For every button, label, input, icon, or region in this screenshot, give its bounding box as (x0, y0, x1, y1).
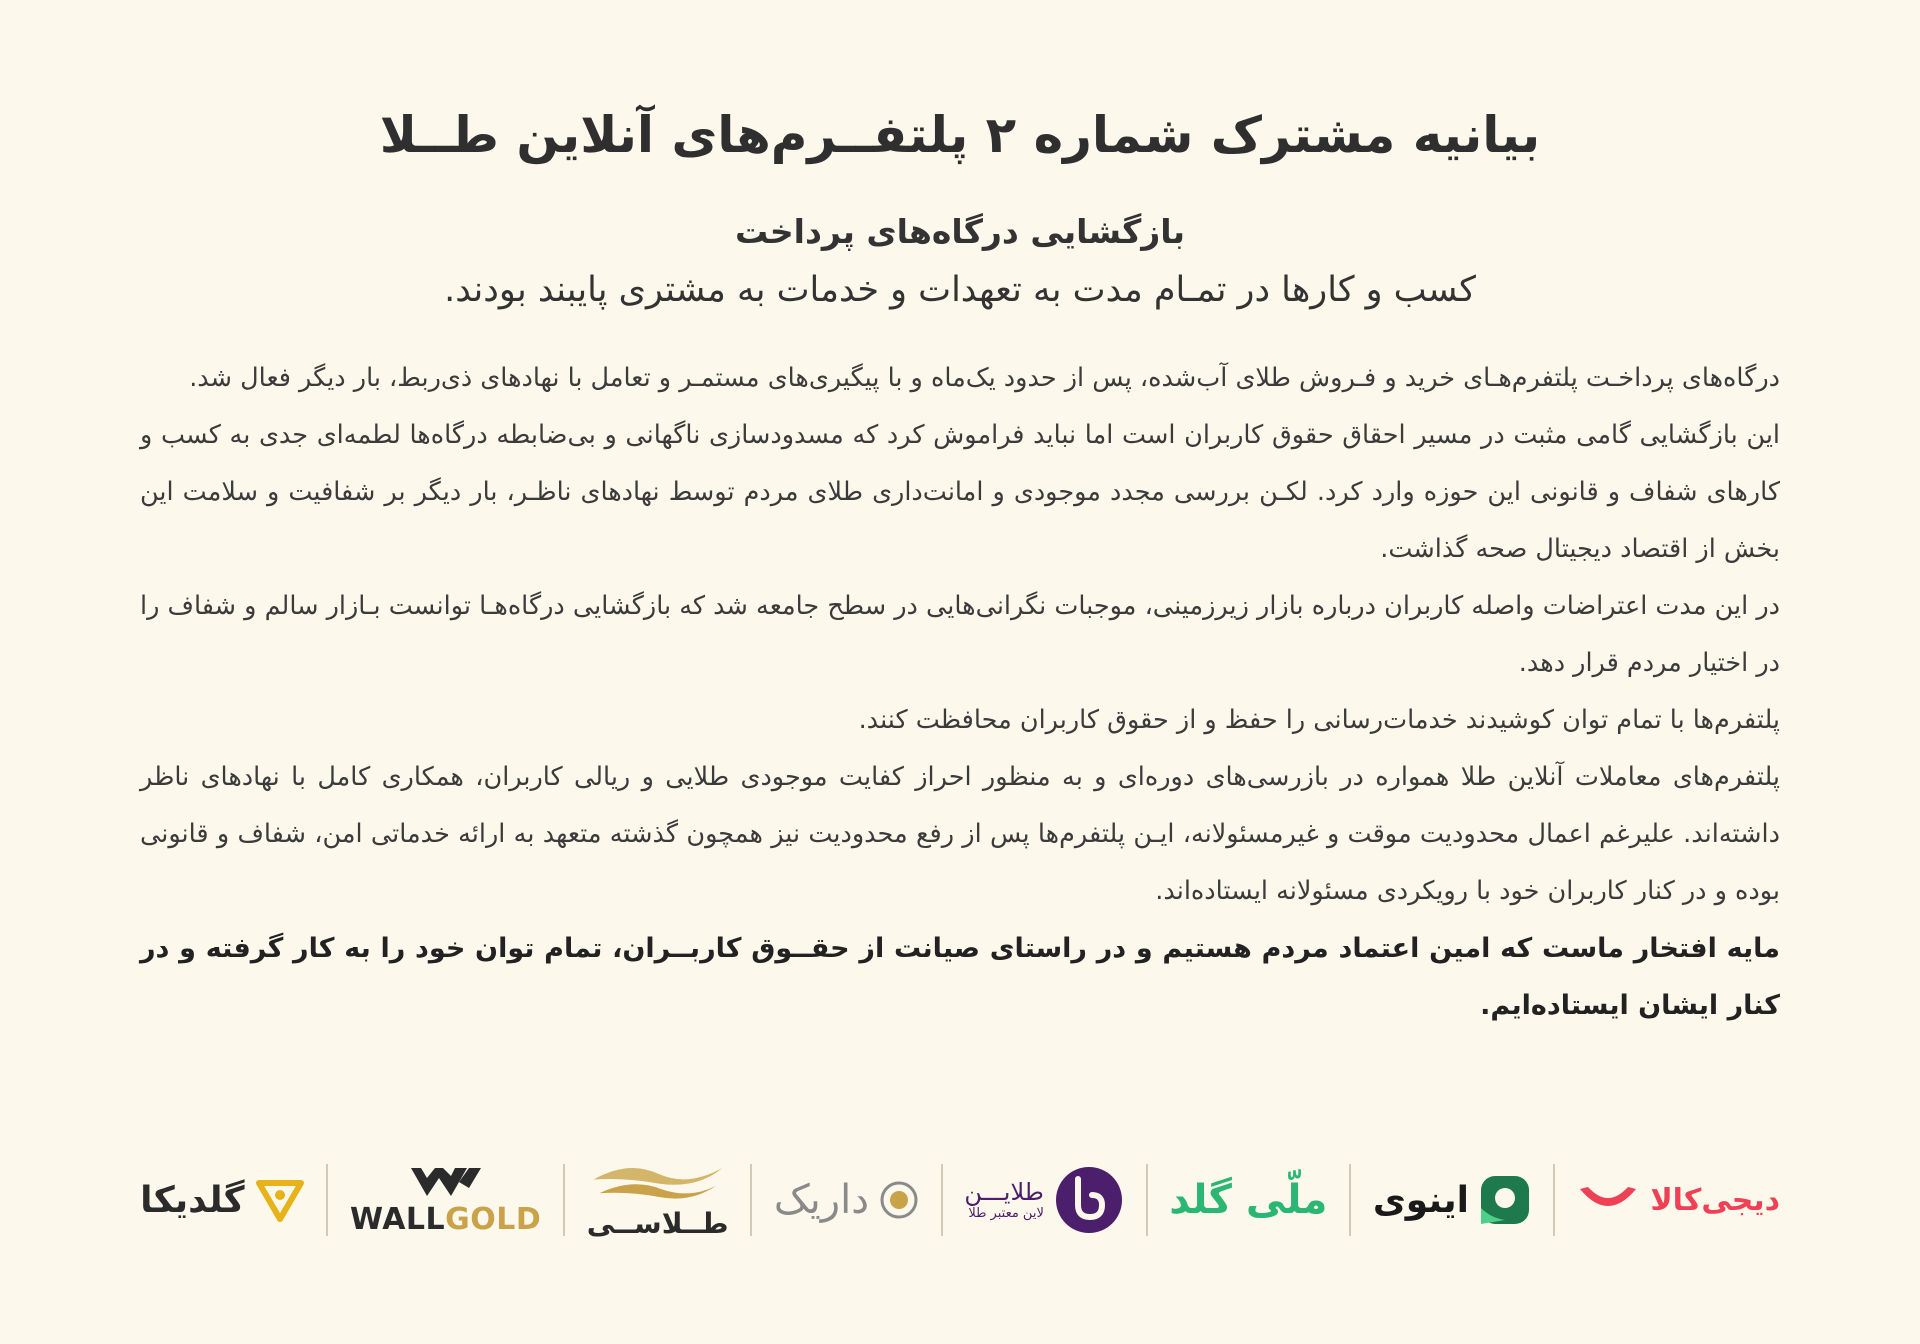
wallgold-gold: GOLD (445, 1201, 542, 1237)
partner-logos (140, 1160, 1780, 1240)
talain-slogan: لاین معتبر طلا (968, 1205, 1044, 1221)
paragraph-1: درگاه‌های پرداخـت پلتفرم‌هـای خرید و فـروش طلای آب‌شده، پس از حدود یک‌ماه و با پیگیری‌های مستمـر و تعامل با نهادهای ذی‌ربط، بار دیگر فعال شد. (189, 363, 1780, 393)
logo-divider (1146, 1164, 1148, 1236)
paragraph-5: پلتفرم‌های معاملات آنلاین طلا همواره در بازرسی‌های دوره‌ای و به منظور احراز کفایت موجودی طلایی و ریالی کاربران، همکاری کامل با نهادهای ناظر داشته‌اند. علیرغم اعمال محدودیت موقت و غیرمسئولانه، ایـن پلتفرم‌ها پس از رفع محدودیت نیز همچون گذشته متعهد به ارائه خدماتی امن، شفاف و قانونی بوده و در کنار کاربران خود با رویکردی مسئولانه ایستاده‌اند. (140, 762, 1780, 906)
logo-enovi (1373, 1160, 1531, 1240)
logo-daric (774, 1160, 919, 1240)
paragraph-3: در این مدت اعتراضات واصله کاربران درباره بازار زیرزمینی، موجبات نگرانی‌هایی در سطح جامعه شد که بازگشایی درگاه‌هـا توانست بـازار سالم و شفاف را در اختیار مردم قرار دهد. (140, 591, 1780, 678)
goldika-wordmark: گلدیکا (140, 1179, 245, 1221)
logo-divider (941, 1164, 943, 1236)
logo-divider (1553, 1164, 1555, 1236)
logo-digikala (1576, 1160, 1780, 1240)
wallgold-w-icon (409, 1164, 483, 1200)
logo-talasi (587, 1160, 729, 1240)
statement-body (140, 350, 1780, 1034)
logo-melligold (1169, 1160, 1327, 1240)
talain-text-block (964, 1179, 1043, 1220)
talasi-wave-icon (588, 1160, 728, 1203)
logo-wallgold (350, 1160, 541, 1240)
talasi-wordmark: طــلاســی (586, 1207, 729, 1240)
daric-coin-icon (879, 1180, 919, 1220)
logo-divider (326, 1164, 328, 1236)
logo-talain (964, 1160, 1123, 1240)
digikala-wordmark: دیجی‌کالا (1650, 1182, 1780, 1218)
logo-divider (1349, 1164, 1351, 1236)
logo-goldika (140, 1160, 304, 1240)
paragraph-4: پلتفرم‌ها با تمام توان کوشیدند خدمات‌رسانی را حفظ و از حقوق کاربران محافظت کنند. (858, 705, 1780, 735)
page-subtitle: بازگشایی درگاه‌های پرداخت (734, 212, 1186, 251)
page-tagline: کسب و کارها در تمـام مدت به تعهدات و خدمات به مشتری پایبند بودند. (444, 270, 1476, 310)
wallgold-wall: WALL (349, 1201, 446, 1237)
enovi-mark-icon (1479, 1174, 1531, 1226)
logo-divider (750, 1164, 752, 1236)
enovi-wordmark: اینوی (1372, 1179, 1469, 1221)
digikala-smile-icon (1576, 1183, 1640, 1217)
daric-wordmark: داریک (773, 1177, 870, 1223)
melligold-wordmark: ملّی گلد (1169, 1177, 1328, 1223)
logo-divider (563, 1164, 565, 1236)
paragraph-2: این بازگشایی گامی مثبت در مسیر احقاق حقوق کاربران است اما نباید فراموش کرد که مسدودسازی ناگهانی و بی‌ضابطه درگاه‌ها لطمه‌ای جدی به کسب و کارهای شفاف و قانونی این حوزه وارد کرد. لکـن بررسی مجدد موجودی و امانت‌داری طلای مردم توسط نهادهای ناظـر، بار دیگر بر شفافیت و سلامت این بخش از اقتصاد دیجیتال صحه گذاشت. (140, 420, 1780, 564)
talain-mark-icon (1054, 1165, 1124, 1235)
page-title: بیانیه مشترک شماره ۲ پلتفــرم‌های آنلاین طــلا (379, 106, 1541, 164)
talain-wordmark: طلایـــن (964, 1178, 1044, 1207)
wallgold-wordmark (350, 1202, 541, 1237)
goldika-mark-icon (255, 1177, 305, 1223)
paragraph-closing: مایه افتخار ماست که امین اعتماد مردم هستیم و در راستای صیانت از حقــوق کاربــران، تمام توان خود را به کار گرفته و در کنار ایشان ایستاده‌ایم. (140, 933, 1780, 1021)
